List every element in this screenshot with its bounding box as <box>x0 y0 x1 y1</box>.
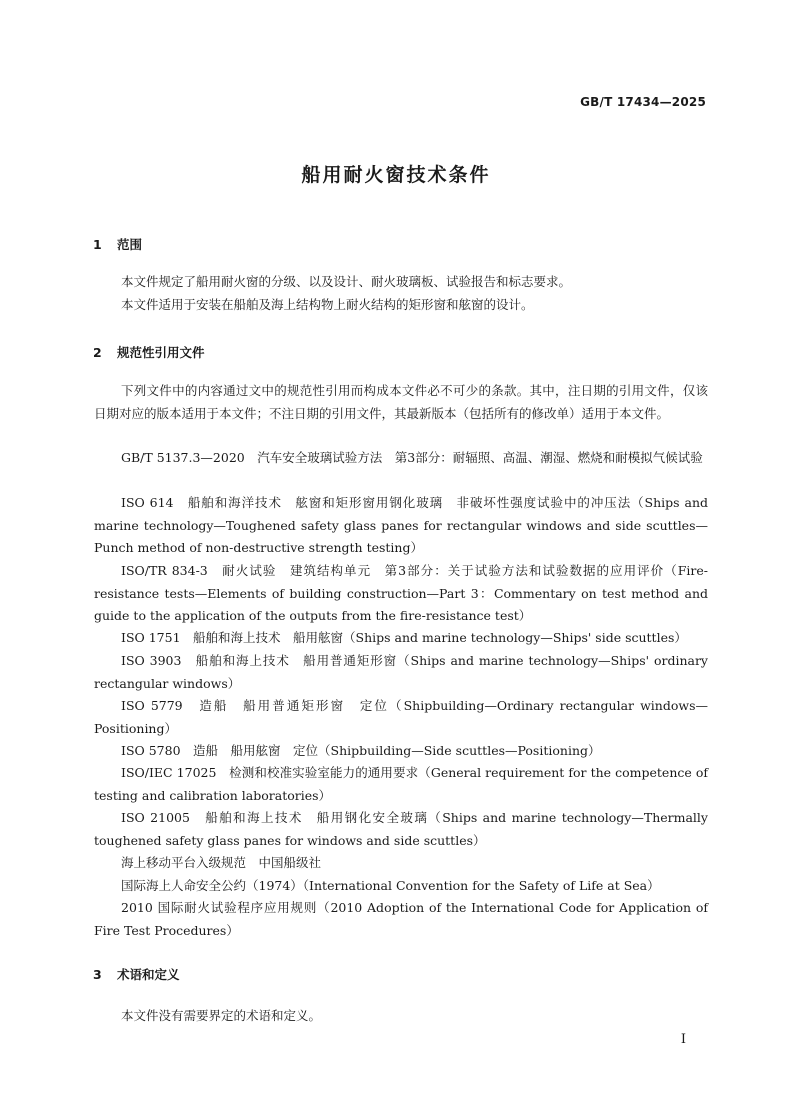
section-title: 范围 <box>117 237 143 252</box>
reference-item: ISO 1751 船舶和海上技术 船用舷窗（Ships and marine technology—Ships' side scuttles） <box>121 630 687 645</box>
page-number: I <box>680 1032 686 1047</box>
reference-item: ISO 3903 船舶和海上技术 船用普通矩形窗（Ships and marine technology—Ships' ordinary rectangular windows） <box>94 653 708 691</box>
section-heading-scope <box>93 235 142 253</box>
section-heading-terms-and-definitions <box>93 965 180 983</box>
section-title: 规范性引用文件 <box>117 345 205 360</box>
reference-item: ISO 21005 船舶和海上技术 船用钢化安全玻璃（Ships and marine technology—Thermally toughened safety glass panes for windows and side scuttles） <box>94 810 708 848</box>
reference-item: ISO 5780 造船 船用舷窗 定位（Shipbuilding—Side scuttles—Positioning） <box>121 743 601 758</box>
paragraph: 本文件规定了船用耐火窗的分级、以及设计、耐火玻璃板、试验报告和标志要求。 <box>121 274 572 289</box>
reference-item: 2010 国际耐火试验程序应用规则（2010 Adoption of the International Code for Application of Fire Test Procedures） <box>94 900 708 938</box>
paragraph: 下列文件中的内容通过文中的规范性引用而构成本文件必不可少的条款。其中，注日期的引用文件，仅该日期对应的版本适用于本文件；不注日期的引用文件，其最新版本（包括所有的修改单）适用于本文件。 <box>94 383 708 421</box>
section-heading-normative-references <box>93 343 205 361</box>
section-number: 3 <box>93 967 102 982</box>
reference-item: ISO 614 船舶和海洋技术 舷窗和矩形窗用钢化玻璃 非破坏性强度试验中的冲压法（Ships and marine technology—Toughened safety glass panes for rectangular windows and side scuttles—Punch method of non-destructive strength testing） <box>94 495 708 555</box>
paragraph: 本文件适用于安装在船舶及海上结构物上耐火结构的矩形窗和舷窗的设计。 <box>121 297 534 312</box>
paragraph: 本文件没有需要界定的术语和定义。 <box>121 1008 322 1023</box>
reference-item: ISO/IEC 17025 检测和校准实验室能力的通用要求（General requirement for the competence of testing and calibration laboratories） <box>94 765 708 803</box>
reference-item: 海上移动平台入级规范 中国船级社 <box>121 855 322 870</box>
doc-code: GB/T 17434—2025 <box>580 95 706 109</box>
reference-item: ISO 5779 造船 船用普通矩形窗 定位（Shipbuilding—Ordinary rectangular windows—Positioning） <box>94 698 708 736</box>
reference-item: 国际海上人命安全公约（1974）（International Convention for the Safety of Life at Sea） <box>121 878 660 893</box>
page-title: 船用耐火窗技术条件 <box>301 164 491 186</box>
section-number: 1 <box>93 237 102 252</box>
section-title: 术语和定义 <box>117 967 180 982</box>
section-number: 2 <box>93 345 102 360</box>
reference-item: GB/T 5137.3—2020 汽车安全玻璃试验方法 第3部分：耐辐照、高温、潮湿、燃烧和耐模拟气候试验 <box>121 450 703 465</box>
reference-item: ISO/TR 834-3 耐火试验 建筑结构单元 第3部分：关于试验方法和试验数据的应用评价（Fire-resistance tests—Elements of building construction—Part 3：Commentary on test method and guide to the application of the outputs from the fire-resistance test） <box>94 563 708 623</box>
